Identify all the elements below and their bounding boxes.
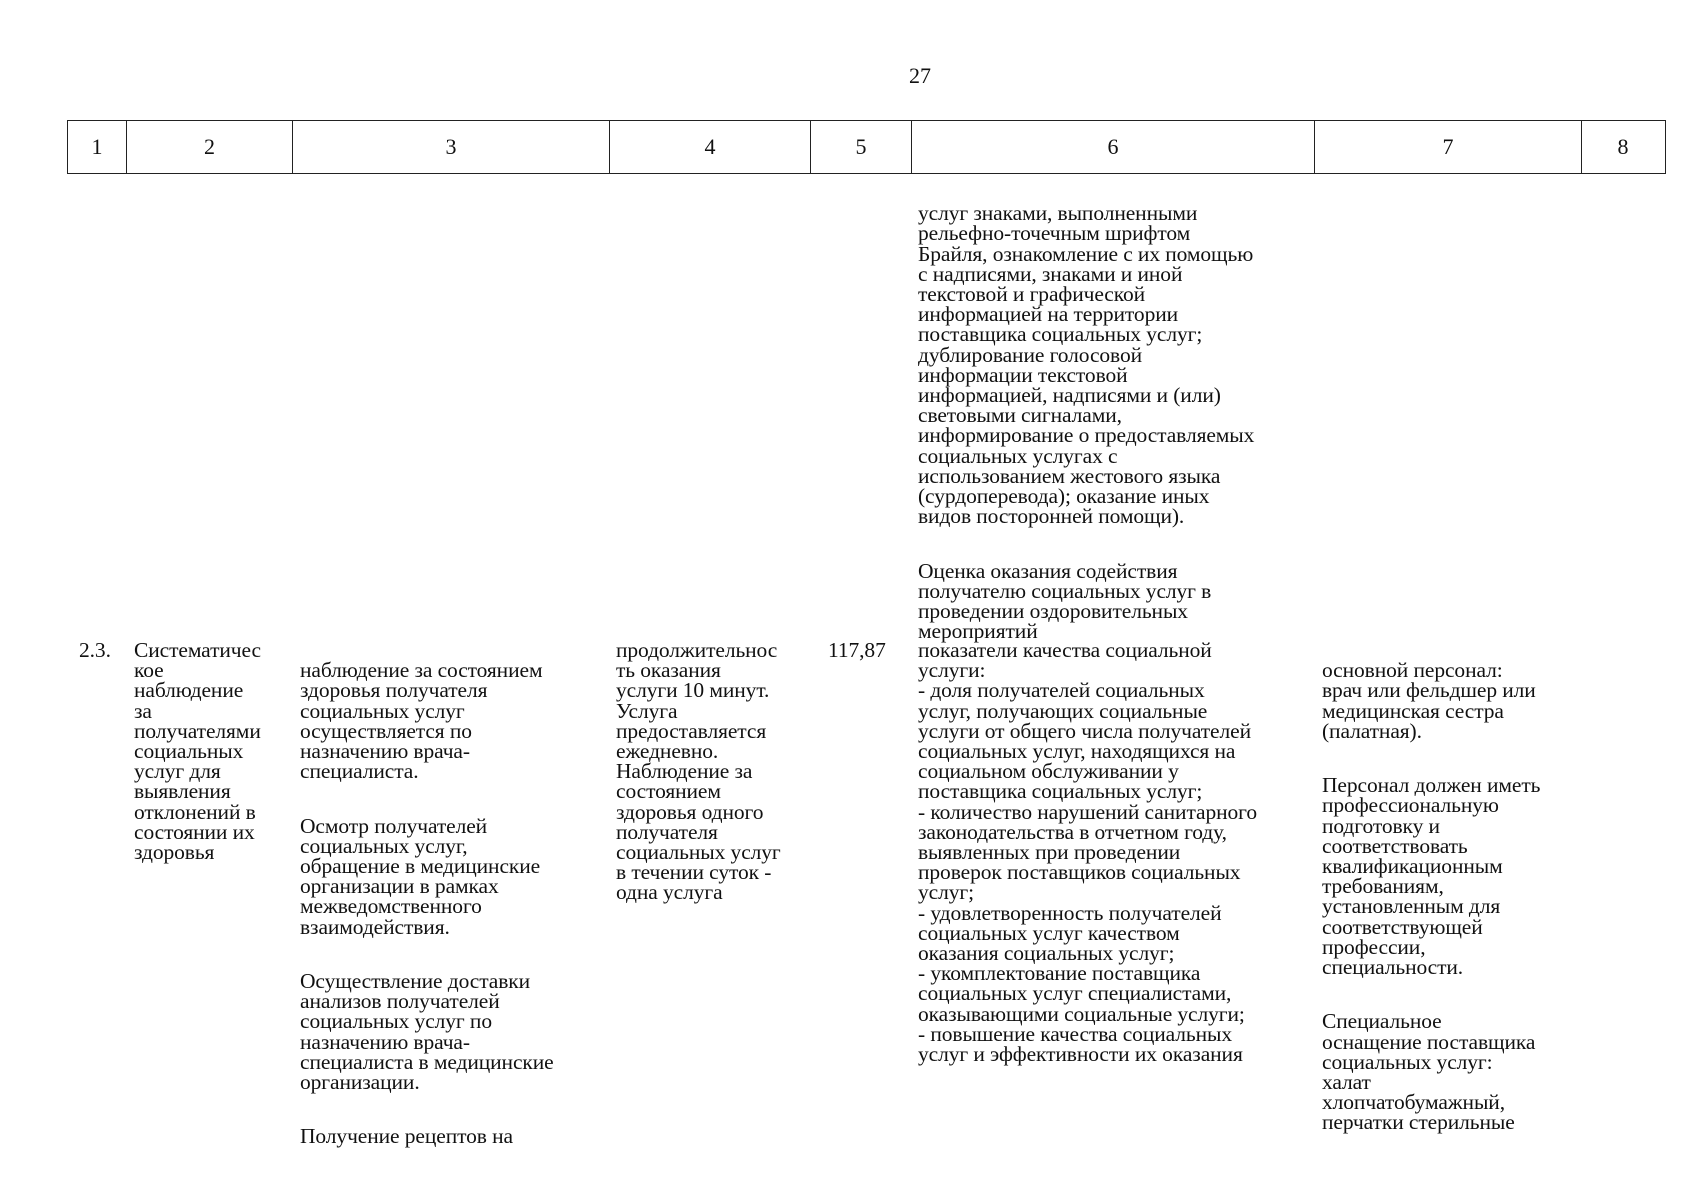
page-number: 27: [909, 63, 931, 88]
header-col-2: 2: [127, 121, 293, 173]
row-2-3-content-paragraph: Осуществление доставки анализов получателей социальных услуг по назначению врача- специалиста в медицинские организации.: [300, 969, 554, 1095]
row-2-3-conditions-paragraph: основной персонал: врач или фельдшер или медицинская сестра (палатная).: [1322, 658, 1536, 743]
row-2-3-number: 2.3.: [79, 638, 111, 662]
header-col-5: 5: [811, 121, 912, 173]
row-2-3-service-name: Систематичес кое наблюдение за получателями социальных услуг для выявления отклонений в состоянии их здоровья: [134, 638, 261, 865]
header-col-7: 7: [1315, 121, 1582, 173]
header-col-4: 4: [610, 121, 811, 173]
continuation-col6-cell: [918, 183, 1318, 662]
header-col-3: 3: [293, 121, 610, 173]
continuation-col6-paragraph: Оценка оказания содействия получателю социальных услуг в проведении оздоровительных мероприятий: [918, 558, 1212, 644]
row-2-3-duration: продолжительнос ть оказания услуги 10 минут. Услуга предоставляется ежедневно. Наблюдение за состоянием здоровья одного получателя социальных услуг в течении суток - одна услуга: [616, 638, 781, 905]
header-col-8: 8: [1617, 134, 1629, 159]
row-2-3-content-paragraph: Получение рецептов на: [300, 1124, 513, 1149]
header-col-6: 6: [912, 121, 1315, 173]
header-col-1: 1: [68, 121, 127, 173]
row-2-3-tariff: 117,87: [828, 638, 886, 662]
row-2-3-service-content: [300, 640, 610, 1167]
row-2-3-content-paragraph: Осмотр получателей социальных услуг, обращение в медицинские организации в рамках межведомственного взаимодействия.: [300, 813, 541, 939]
row-2-3-conditions: [1322, 640, 1584, 1153]
row-2-3-conditions-paragraph: Специальное оснащение поставщика социальных услуг: халат хлопчатобумажный, перчатки стерильные: [1322, 1009, 1536, 1135]
table-header-row: [67, 120, 1666, 174]
row-2-3-quality-indicators: показатели качества социальной услуги: - доля получателей социальных услуг, получающих социальные услуги от общего числа получателей социальных услуг, находящихся на социальном обслуживании у поставщика социальных услуг; - количество нарушений санитарного законодательства в отчетном году, выявленных при проведении проверок поставщиков социальных услуг; - удовлетворенность получателей социальных услуг качеством оказания социальных услуг; - укомплектование поставщика социальных услуг специалистами, оказывающими социальные услуги; - повышение качества социальных услуг и эффективности их оказания: [918, 638, 1258, 1067]
row-2-3-conditions-paragraph: Персонал должен иметь профессиональную подготовку и соответствовать квалификационным требованиям, установленным для соответствующей профессии, специальности.: [1322, 773, 1541, 980]
continuation-col6-paragraph: услуг знаками, выполненными рельефно-точечным шрифтом Брайля, ознакомление с их помощью с надписями, знаками и иной текстовой и графической информацией на территории поставщика социальных услуг; дублирование голосовой информации текстовой информацией, надписями и (или) световыми сигналами, информирование о предоставляемых социальных услугах с использованием жестового языка (сурдоперевода); оказание иных видов посторонней помощи).: [918, 201, 1255, 529]
row-2-3-content-paragraph: наблюдение за состоянием здоровья получателя социальных услуг осуществляется по назначению врача- специалиста.: [300, 658, 543, 784]
